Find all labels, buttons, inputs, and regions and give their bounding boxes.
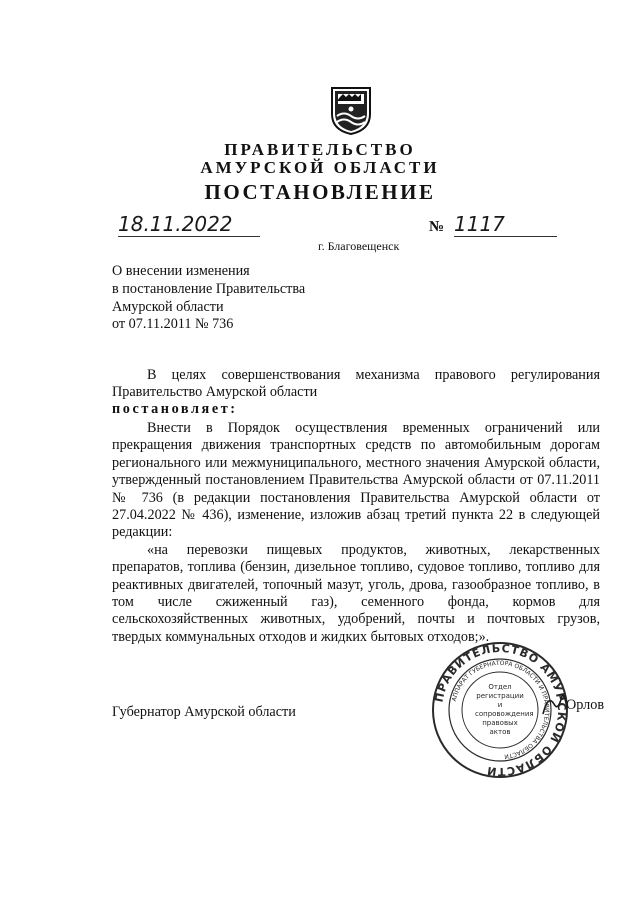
preamble-line: Правительство Амурской области [112,384,318,400]
subject-line: О внесении изменения [112,263,250,279]
number-label: № [429,219,445,235]
signatory-position: Губернатор Амурской области [112,704,296,720]
svg-text:АППАРАТ ГУБЕРНАТОРА ОБЛАСТИ И: АППАРАТ ГУБЕРНАТОРА ОБЛАСТИ И ПРАВИТЕЛЬСТВА ОБЛАСТИ [450,659,551,760]
preamble-line: В целях совершенствования механизма правового регулирования [147,367,600,383]
document-type: ПОСТАНОВЛЕНИЕ [204,180,436,204]
region-title: АМУРСКОЙ ОБЛАСТИ [200,158,440,177]
body-line: регионального или межмуниципального, местного значения Амурской области, [112,455,600,471]
seal-line: правовых актов [482,719,518,736]
body-line: № 736 (в редакции постановления Правительства Амурской области от [112,490,600,506]
seal-line: Отдел [488,683,512,691]
seal-center-text [475,683,534,737]
quote-line: «на перевозки пищевых продуктов, животных, лекарственных [147,542,600,558]
body-line: редакции: [112,524,173,540]
document-date: 18.11.2022 [118,212,260,237]
document-number: 1117 [454,212,557,237]
body-line: утвержденный постановлением Правительства Амурской области от 07.11.2011 [112,472,600,488]
quote-line: реактивных двигателей, топочный мазут, уголь, дрова, газообразное топливо, в [112,577,600,593]
coat-of-arms-icon [330,84,372,136]
signatory-name: Орлов [566,697,605,713]
city: г. Благовещенск [318,239,400,253]
seal-line: и сопровождения [475,701,534,718]
quote-line: сельскохозяйственных животных, удобрений, почты и почтовых грузов, [112,611,600,627]
subject-line: от 07.11.2011 № 736 [112,316,234,332]
quote-line: том числе сжиженный газ), семенного фонда, кормов для [112,594,600,610]
subject-line: Амурской области [112,299,224,315]
body-line: прекращения движения транспортных средств по автомобильным дорогам [112,437,600,453]
decree-word: постановляет: [112,401,238,417]
government-title: ПРАВИТЕЛЬСТВО [224,140,416,159]
quote-line: твердых коммунальных отходов и жидких бытовых отходов;». [112,629,490,645]
handwritten-signature [540,690,570,720]
quote-line: препаратов, топлива (бензин, дизельное топливо, судовое топливо, топливо для [112,559,600,575]
body-line: 27.04.2022 № 436), изменение, изложив абзац третий пункта 22 в следующей [112,507,600,523]
seal-line: регистрации [476,692,524,700]
subject-line: в постановление Правительства [112,281,306,297]
body-line: Внести в Порядок осуществления временных ограничений или [147,420,600,436]
svg-text:ПРАВИТЕЛЬСТВО АМУРСКОЙ ОБЛАСТИ: ПРАВИТЕЛЬСТВО АМУРСКОЙ ОБЛАСТИ [432,641,569,779]
